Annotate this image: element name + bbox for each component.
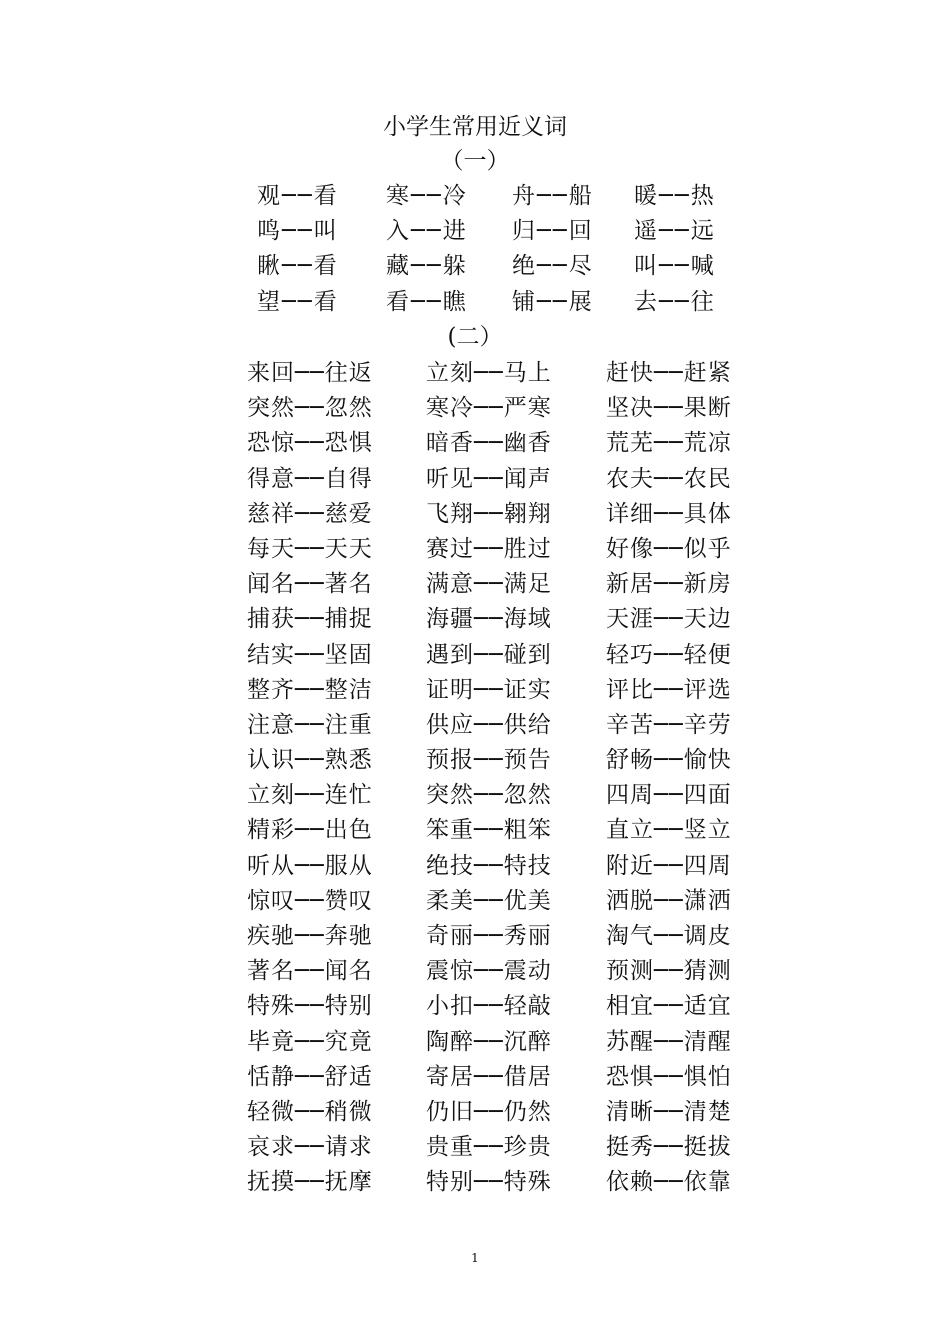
synonym-pair: 新居──新房 — [606, 571, 732, 598]
synonym-pair: 小扣──轻敲 — [426, 993, 552, 1020]
synonym-row — [0, 1096, 950, 1131]
synonym-pair: 抚摸──抚摩 — [247, 1169, 373, 1196]
page-number: 1 — [471, 1251, 479, 1265]
synonym-pair: 藏──躲 — [386, 253, 468, 280]
synonym-pair: 铺──展 — [512, 288, 594, 315]
synonym-pair: 柔美──优美 — [426, 887, 552, 914]
synonym-pair: 寒──冷 — [386, 183, 468, 209]
synonym-row — [0, 603, 950, 638]
synonym-pair: 直立──竖立 — [606, 817, 732, 844]
synonym-pair: 听从──服从 — [247, 852, 373, 879]
synonym-pair: 辛苦──辛劳 — [606, 711, 732, 738]
synonym-pair: 清晰──清楚 — [606, 1098, 732, 1125]
synonym-row — [0, 180, 950, 215]
synonym-pair: 暖──热 — [634, 183, 716, 209]
synonym-pair: 苏醒──清醒 — [606, 1028, 732, 1055]
synonym-row — [0, 1131, 950, 1166]
synonym-pair: 好像──似乎 — [606, 535, 732, 562]
synonym-pair: 遇到──碰到 — [426, 641, 552, 668]
synonym-pair: 瞅──看 — [257, 253, 339, 280]
synonym-row — [0, 709, 950, 744]
synonym-pair: 结实──坚固 — [247, 641, 373, 668]
synonym-row — [0, 498, 950, 533]
synonym-pair: 惊叹──赞叹 — [247, 887, 373, 914]
synonym-pair: 坚决──果断 — [606, 395, 732, 422]
synonym-pair: 疾驰──奔驰 — [247, 923, 373, 949]
section-heading-1: （一） — [440, 148, 510, 174]
synonym-row — [0, 779, 950, 814]
synonym-pair: 鸣──叫 — [257, 218, 339, 245]
synonym-pair: 舟──船 — [512, 183, 594, 209]
synonym-pair: 遥──远 — [634, 218, 716, 245]
synonym-pair: 海疆──海域 — [426, 606, 552, 633]
synonym-row — [0, 392, 950, 427]
synonym-pair: 天涯──天边 — [606, 606, 732, 633]
synonym-pair: 赛过──胜过 — [426, 535, 552, 562]
synonym-row — [0, 286, 950, 321]
synonym-pair: 四周──四面 — [606, 782, 732, 809]
synonym-pair: 归──回 — [512, 218, 594, 245]
synonym-pair: 入──进 — [386, 218, 468, 245]
synonym-pair: 相宜──适宜 — [606, 993, 732, 1020]
synonym-pair: 望──看 — [257, 288, 339, 315]
synonym-row — [0, 885, 950, 920]
synonym-pair: 仍旧──仍然 — [426, 1098, 552, 1125]
synonym-pair: 得意──自得 — [247, 465, 373, 492]
synonym-pair: 寒冷──严寒 — [426, 395, 552, 422]
synonym-row — [0, 250, 950, 285]
synonym-pair: 淘气──调皮 — [606, 923, 732, 949]
synonym-pair: 精彩──出色 — [247, 817, 373, 844]
synonym-row — [0, 920, 950, 955]
synonym-pair: 突然──忽然 — [247, 395, 373, 422]
synonym-pair: 哀求──请求 — [247, 1134, 373, 1161]
synonym-pair: 特殊──特别 — [247, 993, 373, 1020]
section-heading-2: (二） — [447, 324, 503, 350]
synonym-pair: 整齐──整洁 — [247, 676, 373, 703]
synonym-pair: 依赖──依靠 — [606, 1169, 732, 1196]
synonym-pair: 挺秀──挺拔 — [606, 1134, 732, 1161]
synonym-pair: 恐惊──恐惧 — [247, 430, 373, 457]
synonym-table-1 — [0, 180, 950, 321]
synonym-pair: 附近──四周 — [606, 852, 732, 879]
synonym-pair: 满意──满足 — [426, 571, 552, 598]
synonym-pair: 预测──猜测 — [606, 958, 732, 985]
synonym-pair: 看──瞧 — [386, 288, 468, 315]
synonym-pair: 震惊──震动 — [426, 958, 552, 985]
synonym-row — [0, 639, 950, 674]
synonym-pair: 飞翔──翱翔 — [426, 500, 552, 527]
synonym-row — [0, 463, 950, 498]
synonym-pair: 舒畅──愉快 — [606, 747, 732, 774]
synonym-pair: 著名──闻名 — [247, 958, 373, 985]
synonym-pair: 毕竟──究竟 — [247, 1028, 373, 1055]
synonym-row — [0, 1061, 950, 1096]
synonym-pair: 听见──闻声 — [426, 465, 552, 492]
synonym-pair: 陶醉──沉醉 — [426, 1028, 552, 1055]
synonym-pair: 认识──熟悉 — [247, 747, 373, 774]
synonym-row — [0, 357, 950, 392]
synonym-pair: 笨重──粗笨 — [426, 817, 552, 844]
synonym-row — [0, 427, 950, 462]
synonym-pair: 注意──注重 — [247, 711, 373, 738]
synonym-row — [0, 1166, 950, 1201]
synonym-pair: 农夫──农民 — [606, 465, 732, 492]
synonym-pair: 预报──预告 — [426, 747, 552, 774]
synonym-pair: 特别──特殊 — [426, 1169, 552, 1196]
synonym-pair: 绝──尽 — [512, 253, 594, 280]
synonym-pair: 荒芜──荒凉 — [606, 430, 732, 457]
synonym-pair: 立刻──连忙 — [247, 782, 373, 809]
synonym-pair: 观──看 — [257, 183, 339, 209]
synonym-pair: 闻名──著名 — [247, 571, 373, 598]
synonym-pair: 轻巧──轻便 — [606, 641, 732, 668]
synonym-pair: 轻微──稍微 — [247, 1098, 373, 1125]
synonym-table-2 — [0, 357, 950, 1202]
synonym-pair: 叫──喊 — [634, 253, 716, 280]
synonym-pair: 供应──供给 — [426, 711, 552, 738]
synonym-pair: 赶快──赶紧 — [606, 360, 732, 386]
synonym-pair: 绝技──特技 — [426, 852, 552, 879]
synonym-row — [0, 850, 950, 885]
synonym-pair: 每天──天天 — [247, 535, 373, 562]
synonym-pair: 慈祥──慈爱 — [247, 500, 373, 527]
synonym-pair: 去──往 — [634, 288, 716, 315]
synonym-row — [0, 814, 950, 849]
synonym-row — [0, 533, 950, 568]
synonym-pair: 立刻──马上 — [426, 360, 552, 386]
synonym-row — [0, 744, 950, 779]
synonym-row — [0, 990, 950, 1025]
synonym-pair: 详细──具体 — [606, 500, 732, 527]
synonym-pair: 评比──评选 — [606, 676, 732, 703]
synonym-pair: 捕获──捕捉 — [247, 606, 373, 633]
synonym-pair: 贵重──珍贵 — [426, 1134, 552, 1161]
synonym-pair: 暗香──幽香 — [426, 430, 552, 457]
synonym-row — [0, 955, 950, 990]
synonym-row — [0, 215, 950, 250]
synonym-row — [0, 674, 950, 709]
synonym-pair: 突然──忽然 — [426, 782, 552, 809]
synonym-pair: 恐惧──惧怕 — [606, 1063, 732, 1090]
page-title: 小学生常用近义词 — [383, 114, 567, 140]
synonym-pair: 洒脱──潇洒 — [606, 887, 732, 914]
synonym-pair: 来回──往返 — [247, 360, 373, 386]
synonym-pair: 恬静──舒适 — [247, 1063, 373, 1090]
synonym-row — [0, 1026, 950, 1061]
synonym-pair: 寄居──借居 — [426, 1063, 552, 1090]
synonym-row — [0, 568, 950, 603]
synonym-pair: 证明──证实 — [426, 676, 552, 703]
synonym-pair: 奇丽──秀丽 — [426, 923, 552, 949]
